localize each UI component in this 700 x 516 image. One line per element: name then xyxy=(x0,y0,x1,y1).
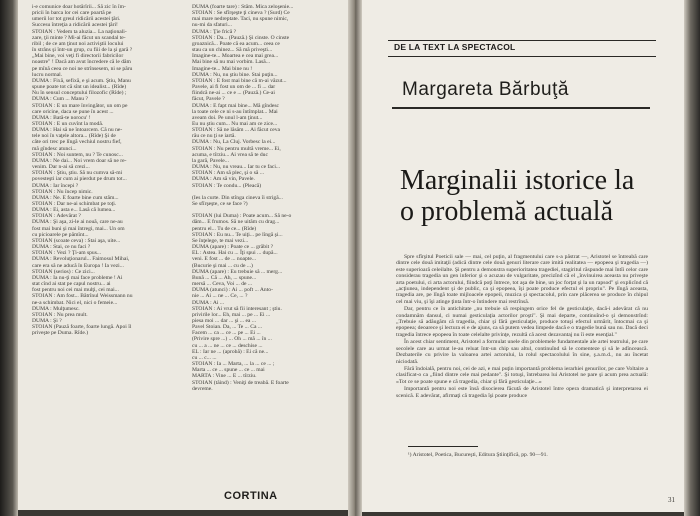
text-line: lucru normal. xyxy=(32,71,63,78)
text-line: DUMA (atunci) : Ai ... poft ... Anto- xyxy=(192,287,273,294)
text-line: la toate cele ce ni s-au întîmplat... Mai xyxy=(192,108,278,115)
footnote-rule xyxy=(408,446,478,447)
text-line: piesa moi ... dar ... şi ... ea ... xyxy=(192,317,257,324)
text-line: câte ori trec pe lîngă vechiul nostru fief, xyxy=(32,139,122,146)
text-line: STOIAN : Vezi ? Ţi-am spus... xyxy=(32,250,102,257)
book-spine xyxy=(348,0,362,516)
text-line: umerii lor tot greul ridicării acestei ţări. xyxy=(32,16,121,23)
text-line: DUMA (apare) : Eu trebuie să ... merg... xyxy=(192,268,283,275)
text-line: cu ... a ... ne ... ce ... deschise ... xyxy=(192,342,263,349)
text-line: Succesu întreţia a ridicării acestei ţări! xyxy=(32,22,118,29)
text-line: la gară, Pavele... xyxy=(192,157,229,164)
text-line: cu picioarele pe pămînt... xyxy=(32,231,89,238)
text-line: acuma, e tîrziu... Ai vrea să te duc xyxy=(192,151,268,158)
text-line: STOIAN (scoate ceva) : Stai aşa, uite... xyxy=(32,237,121,244)
text-line: DUMA : E fapt mai bine... Mă gîndesc xyxy=(192,102,279,109)
text-line: mă gîndesc atunci... xyxy=(32,145,77,152)
text-line: stau ca un chinez... Să mă priveşti... xyxy=(192,47,273,54)
text-line: DUMA : Şi aşa, zi-le ai nouă, care ne-au xyxy=(32,219,123,226)
text-line: DUMA : Nu, nu vreau... Iar tu ce faci... xyxy=(192,164,281,171)
text-line: STOIAN : Să ne lăsăm ... Ai făcut ceva xyxy=(192,127,280,134)
text-line: DUMA : Iar începi ? xyxy=(32,182,79,189)
text-line: EL : Iar ne ... (aprobă) : Ei că ne... xyxy=(192,348,269,355)
text-line: fost pentru noi cei mai mulţi, cei mai... xyxy=(32,287,119,294)
text-line: pricii în barca lor cei care poartă pe xyxy=(32,10,112,17)
text-line: STOIAN : Eu nu... Te uiţi... pe lîngă şi... xyxy=(192,231,283,238)
text-line: Pavel Stoian. Da, ... Te ... Ca ... xyxy=(192,324,263,331)
text-line: Bună ... Că ... Ah, ... spune... xyxy=(192,274,257,281)
text-line: STOIAN : Nu prea mult. xyxy=(32,311,88,318)
footnote: ¹) Aristotel, Poetica, Bucureşti, Editura Ştiinţifică, pp. 90—91. xyxy=(408,452,548,458)
text-line: Nu în sensul conceptului filozofic (Rîde) ; xyxy=(32,90,127,97)
text-line: ribil ; de ce am ţinut noi activiştii locului xyxy=(32,40,124,47)
text-line: DUMA : Ei, asta e... Lasă că lumea... xyxy=(32,207,116,214)
text-line: în strâns şi într-un grup, cu fiii de la şi gară ? xyxy=(32,47,133,54)
text-line: STOIAN : Ai vrut să fii interesant ; ştiu. xyxy=(192,305,282,312)
text-line: cu ... c... ... xyxy=(192,354,217,361)
text-line: STOIAN : Noi suntem, nu ? Te cunosc... xyxy=(32,151,123,158)
text-line: i-e comunice doar hotărîrii... Să zic în îm- xyxy=(32,4,126,10)
text-line: privirile lor... Eh, mai ... pe ... Ei ... xyxy=(192,311,271,318)
left-page-column-1 xyxy=(32,4,182,392)
text-line: fost mai buni şi mai întregi, mai... Un om xyxy=(32,225,125,232)
text-line: (Bucurie şi mai ... cu de ...) xyxy=(192,262,253,269)
text-line: DUMA : Ţie frică ? xyxy=(192,28,237,35)
text-line: rău ce nu ţi se iartă. xyxy=(192,133,236,140)
text-line: mersă ... Ceva, Voi ... de ... xyxy=(192,281,253,288)
text-line: aveam doi. Pe unul l-am ţinut... xyxy=(192,114,263,121)
text-line: STOIAN (lui Duma) : Poate acum... Să ne-o xyxy=(192,213,292,220)
text-line: nu-mi da sfaturi... xyxy=(192,22,232,29)
text-line: care oricine, daca se pune în acest ... xyxy=(32,108,114,115)
author-rule xyxy=(392,107,650,109)
article-title: Marginalii istorice la o problemă actuală xyxy=(400,165,635,227)
text-line: STOIAN (serios) : Ce zici... xyxy=(32,268,95,275)
text-line: Imagine-te... Mai bine nu ! xyxy=(192,65,253,72)
book-edge-left xyxy=(0,0,18,516)
left-page xyxy=(18,0,348,510)
header-rule-top xyxy=(388,40,656,41)
text-line: DUMA : Am să vin, Pavele. xyxy=(192,176,255,183)
text-line: STOIAN (tăind) : Veniţi de treabă. E foarte xyxy=(192,379,289,386)
text-line: DUMA : Nu, La Cluj. Vorbesc la ei... xyxy=(192,139,276,146)
text-line: ne-a schimbat. Nici el, nici o femeie... xyxy=(32,299,118,306)
text-line: STOIAN : E fost mai bine că m-ai văzut... xyxy=(192,77,287,84)
text-line: spune poate tot că sînt un idealist... (Rîde) xyxy=(32,84,127,91)
body-paragraph: Dar, pentru ce în antichitate „nu trebuie să respingem orice fel de gesticulaţie, dacă-i adevărat că nu condamnăm dansul, ci numai gesticulaţia actorilor proşti". Şi mai departe, continuînd-o şi demonstrînd: „Trebuie să adăugăm că tragedia, chiar şi fără gesticulaţie, produce totuşi efectul urmărit, întocmai ca şi epopeea; deoarece şi lectura ei e de ajuns, ca să putem vedea limpede dacă e o tragedie bună sau nu. Dacă deci tragedia întrece epopeea în toate celelalte privinţe, rezultă că acest dezavantaj nu îi este esenţial." xyxy=(396,306,648,338)
article-body xyxy=(396,254,648,434)
text-line: devreme. xyxy=(192,385,213,392)
author-name: Margareta Bărbuţă xyxy=(402,79,569,100)
text-line: „Mai bine, voi veţi fi directorii fabricilor xyxy=(32,53,124,60)
text-line: STOIAN : Se sfîrşeşte ţi cineva ? (Surd) Ce xyxy=(192,10,290,17)
body-paragraph: Spre sfîrşitul Poeticii sale — mai, cel puţin, al fragmentului care s-a păstrat —, Aristotel se întreabă care dintre cele două imitaţii (adică dintre cele două genuri literare care imită realitatea — epopeea şi tragedia —) este superioară celeilalte. Şi pentru a demonstra superioritatea tragediei, stagiritul răspunde mai întîi celor care considerau tragedia un gen inferior şi o acuzau de vulgaritate, precizînd că el „învinuirea aceasta nu priveşte arta poetului, ci arta actorului, fiindcă poţi întrece, tot aşa de bine, un joc forţat şi la un rapsod" şi explicînd că „acţiunea, independent şi de public, ca şi epopeea, îşi poate produce efectul ei propriu". Pe lîngă aceasta, tragedia are, pe lîngă toate mijloacele epopeii, muzica şi spectacolul, prin care plăcerea se produce în chipul cel mai viu, şi îşi atinge ţinta într-o întindere mai restrînsă. xyxy=(396,254,648,305)
text-line: povesteşti iar cum ai pierdut pe drum tot... xyxy=(32,176,127,183)
text-line: Se înţelege, te mai vezi... xyxy=(192,237,249,244)
text-line: tele noi în vaţele altora... (Rîde) Şi de xyxy=(32,133,116,140)
text-line: STOIAN (Pauză foarte, foarte lungă. Apoi îl xyxy=(32,324,132,331)
text-line: STOIAN : Nu încep nimic. xyxy=(32,188,93,195)
text-line: STOIAN : Te condu... (Pleacă) xyxy=(192,182,262,189)
text-line: nie ... Ai ... ne ... Ce, ... ? xyxy=(192,293,248,300)
text-line: STOIAN : E un cuvînt la modă. xyxy=(32,120,104,127)
text-line: fiindcă ne-ai ... ce e ... (Pauză.) Ce-ai xyxy=(192,90,275,97)
text-line: STOIAN : Nu pentru multă vreme... Ei, xyxy=(192,145,281,152)
text-line: Facem ... ca ... ce ... pe ... Ei ... xyxy=(192,330,261,337)
text-line: STOIAN : Ştiu, ştiu. Să nu cumva să-mi xyxy=(32,170,123,177)
text-line: DUMA (apare) : Poate ce ... grăbit ? xyxy=(192,244,274,251)
text-line: noastre" ! Dacă am avut încredere că le dăm xyxy=(32,59,131,66)
book-edge-right xyxy=(684,0,700,516)
text-line: pe mînă ceea ce noi ne strînsesem, ni se păru xyxy=(32,65,133,72)
text-line: DUMA : Hai să ne întoarcem. Că nu ne- xyxy=(32,127,123,134)
text-line: STOIAN : Am să plec, şi o să ... xyxy=(192,170,264,177)
text-line: stat cînd ai stat pe capul nostru... ai xyxy=(32,281,111,288)
text-line: DUMA : Revoluţionarul... Faimosul Mihai, xyxy=(32,256,130,263)
text-line: zare, ţii minte ? Mi-ai făcut un scandal te- xyxy=(32,34,126,41)
text-line: veni. E fost ... de ... noapte... xyxy=(192,256,257,263)
text-line: STOIAN : Da... (Pauză.) Şi cinste. O cinste xyxy=(192,34,290,41)
body-paragraph: În acest chiar sentiment, Aristotel a formulat unele din problemele fundamentale ale artei teatrului, pe care secolele care au urmat le-au reluat într-un chip sau altul, continuînd să le comenteze şi să le adîncească. Dezbaterile cu privire la valoarea artei actorului, la rolul spectacolului în sine, ş.a.m.d., nu au încetat niciodată. xyxy=(396,339,648,365)
text-line: STOIAN : Am fost... Bătrînul Weissmann nu xyxy=(32,293,133,300)
text-line: (Ies la curte. Din stînga cineva îi strigă... xyxy=(192,194,283,201)
text-line: DUMA : Ai ... xyxy=(192,299,225,306)
text-line: pentru el... Tu de ce... (Rîde) xyxy=(192,225,257,232)
text-line: DUMA : Ne. E foarte bine cum stăm... xyxy=(32,194,119,201)
text-line: Eu nu ştiu cum... Nu mai am ce zice... xyxy=(192,120,278,127)
text-line: DUMA : Mulţumesc. xyxy=(32,305,80,312)
text-line: făcut, Pavele ? xyxy=(192,96,225,103)
text-line: groaznică... Poate că ea acum... ceea ce xyxy=(192,40,280,47)
curtain-label: CORTINA xyxy=(224,490,278,502)
right-page xyxy=(362,0,684,512)
text-line: MARTA : Vine ... E ... tîrziu. xyxy=(192,373,257,380)
text-line: dăm... E frumos. Să ne uităm cu drag... xyxy=(192,219,280,226)
text-line: DUMA : Cum ... Manu ? xyxy=(32,96,88,103)
text-line: Marta ... ce ... spune ... ce ... mai xyxy=(192,367,265,374)
text-line: DUMA : Bată-te norocu' ! xyxy=(32,114,91,121)
text-line: Mai bine să nu mai vorbim. Lasă... xyxy=(192,59,270,66)
section-title: DE LA TEXT LA SPECTACOL xyxy=(394,42,516,52)
text-line: venim. Dar n-ai să crezi... xyxy=(32,164,90,171)
page-number: 31 xyxy=(668,496,675,504)
text-line: STOIAN : Ia ... Marta, ... la ... ce ... ; xyxy=(192,361,275,368)
left-page-column-2 xyxy=(192,4,342,474)
text-line: DUMA (foarte tare) : Stăm. Mica zeloşenie... xyxy=(192,4,294,10)
header-rule-bottom xyxy=(388,56,656,57)
text-line: STOIAN : Vedem ta aluzia... La naţionali- xyxy=(32,28,127,35)
text-line: DUMA : Nu, nu ştiu bine. Stai puţin... xyxy=(192,71,278,78)
text-line: DUMA : Fixă, sefixă, e şi acum. Ştiu, Manu xyxy=(32,77,131,84)
text-line: DUMA : Ia nu-ţi mai face probleme ! Ai xyxy=(32,274,123,281)
body-paragraph: Importantă pentru noi este însă disocierea făcută de Aristotel între opera dramatică şi interpretarea ei scenică. E adevărat, afirmaţi că tragedia îşi poate produce xyxy=(396,386,648,399)
text-line: Se sfîrşeşte, ce se face ?) xyxy=(192,201,248,207)
text-line: (Privire spre ...) ... Oh ... mă ... în ... xyxy=(192,336,272,343)
text-line: Imagine-te... Moartea e cea mai grea... xyxy=(192,53,279,60)
text-line: mai mare nedreptate. Taci, nu spune nimic, xyxy=(192,16,289,23)
text-line: DUMA : Ne dai... Noi vrem doar să ne re- xyxy=(32,157,127,164)
text-line: care era să ne aducă în Europa ! Ia vezi... xyxy=(32,262,124,269)
text-line: priveşte pe Duma. Rîde.) xyxy=(32,330,89,337)
body-paragraph: Fără îndoială, pentru noi, cei de azi, e mai puţin importantă problema ierarhiei genurilor, pe care Voltaire a clasificat-o ca „fiind dintre cele mai pedante". Şi totuşi, întrebarea lui Aristotel ne pare şi acum prea actuală: «Tot ce se poate spune e că tragedia, chiar şi fără gesticulaţie...» xyxy=(396,365,648,385)
text-line: DUMA : Şi ? xyxy=(32,317,62,324)
text-line: STOIAN : Adevărat ? xyxy=(32,213,81,220)
text-line: DUMA : Stai, ce nu faci ? xyxy=(32,244,91,251)
text-line: STOIAN : Dar ne-ai schimbat pe toţi. xyxy=(32,201,117,207)
text-line: EL : Astea. Hai cu ... Îţi spui ... după... xyxy=(192,250,278,257)
text-line: STOIAN : E un mare învingător, un om pe xyxy=(32,102,128,109)
text-line: Pavele, ai fi fost un om de ... fi ... dar xyxy=(192,84,276,91)
